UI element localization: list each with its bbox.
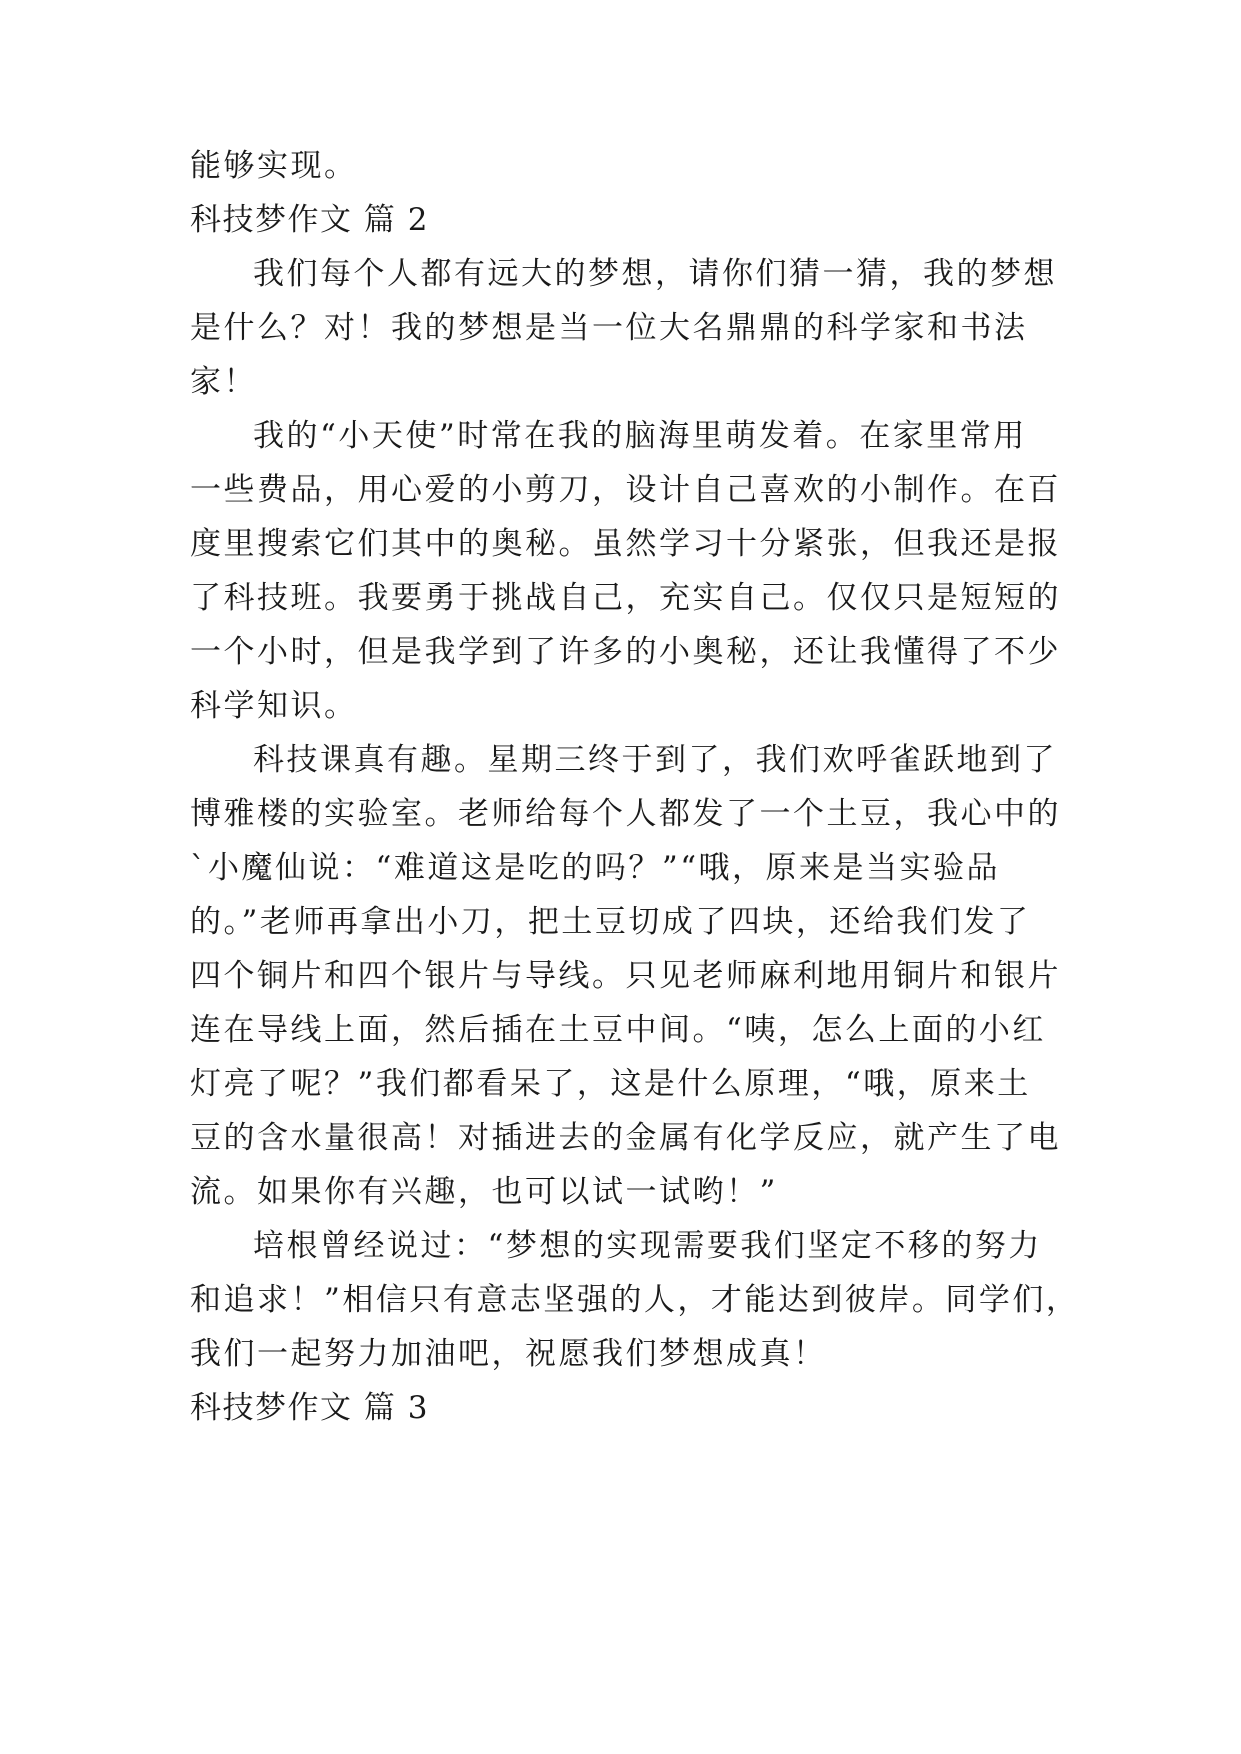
paragraph-line: 我们一起努力加油吧，祝愿我们梦想成真！ xyxy=(190,1336,827,1372)
paragraph-line: 流。如果你有兴趣，也可以试一试哟！” xyxy=(190,1174,778,1210)
paragraph-line: 连在导线上面，然后插在土豆中间。“咦，怎么上面的小红 xyxy=(190,1012,1046,1048)
paragraph-line: 豆的含水量很高！对插进去的金属有化学反应，就产生了电 xyxy=(190,1120,1061,1156)
paragraph-line: 和追求！”相信只有意志坚强的人，才能达到彼岸。同学们， xyxy=(190,1282,1080,1318)
paragraph-line: 是什么？对！我的梦想是当一位大名鼎鼎的科学家和书法 xyxy=(190,310,1028,346)
paragraph-line: 四个铜片和四个银片与导线。只见老师麻利地用铜片和银片 xyxy=(190,958,1061,994)
paragraph-line: 培根曾经说过：“梦想的实现需要我们坚定不移的努力 xyxy=(253,1228,1042,1264)
paragraph-line: 家！ xyxy=(190,364,257,400)
paragraph-line: 能够实现。 xyxy=(190,148,358,184)
paragraph-line: 的。”老师再拿出小刀，把土豆切成了四块，还给我们发了 xyxy=(190,904,1031,940)
paragraph-line: 一些费品，用心爱的小剪刀，设计自己喜欢的小制作。在百 xyxy=(190,472,1061,508)
paragraph-line: 我们每个人都有远大的梦想，请你们猜一猜，我的梦想 xyxy=(253,256,1057,292)
paragraph-line: 科技课真有趣。星期三终于到了，我们欢呼雀跃地到了 xyxy=(253,742,1057,778)
paragraph-line: 我的“小天使”时常在我的脑海里萌发着。在家里常用 xyxy=(253,418,1027,454)
paragraph-line: 度里搜索它们其中的奥秘。虽然学习十分紧张，但我还是报 xyxy=(190,526,1061,562)
section-heading: 科技梦作文 篇 3 xyxy=(190,1390,429,1426)
paragraph-line: `小魔仙说：“难道这是吃的吗？”“哦，原来是当实验品 xyxy=(190,850,1001,886)
paragraph-line: 灯亮了呢？”我们都看呆了，这是什么原理，“哦，原来土 xyxy=(190,1066,1031,1102)
paragraph-line: 科学知识。 xyxy=(190,688,358,724)
section-heading: 科技梦作文 篇 2 xyxy=(190,202,429,238)
paragraph-line: 博雅楼的实验室。老师给每个人都发了一个土豆，我心中的 xyxy=(190,796,1061,832)
paragraph-line: 一个小时，但是我学到了许多的小奥秘，还让我懂得了不少 xyxy=(190,634,1061,670)
paragraph-line: 了科技班。我要勇于挑战自己，充实自己。仅仅只是短短的 xyxy=(190,580,1061,616)
